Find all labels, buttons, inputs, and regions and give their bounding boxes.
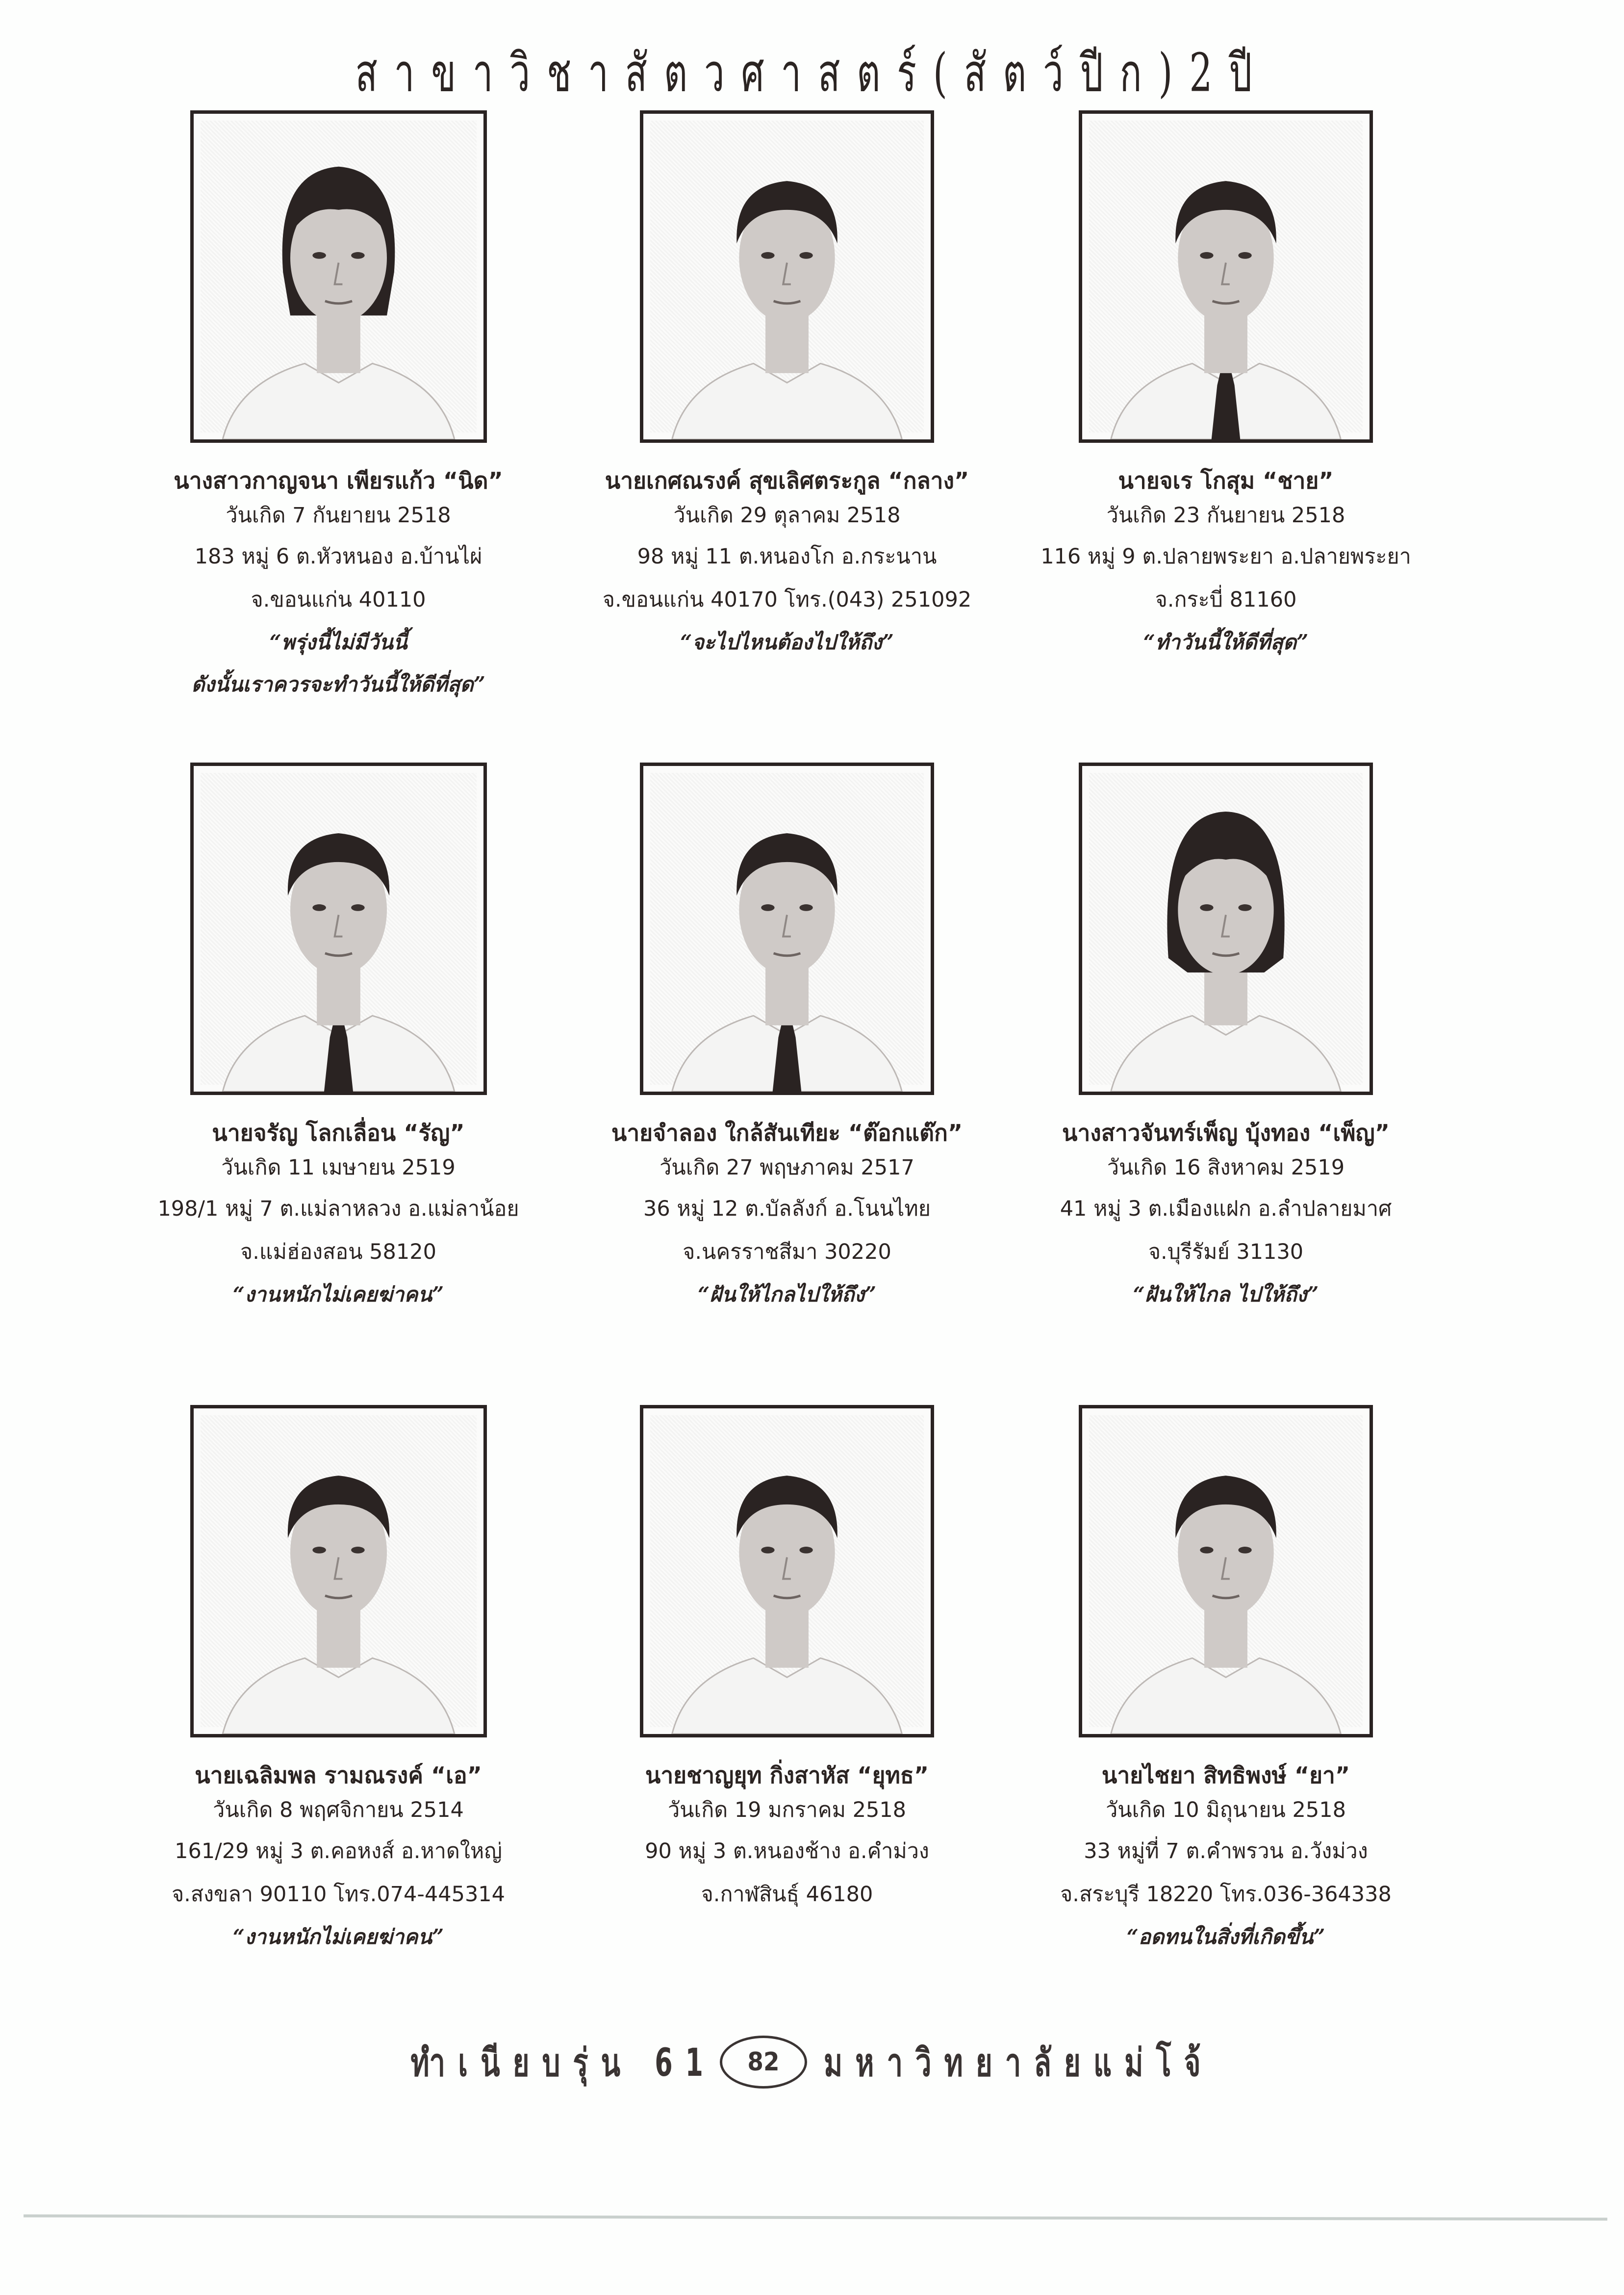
portrait-photo	[1082, 1408, 1370, 1734]
student-card	[561, 763, 1013, 1316]
motto-quote: “งานหนักไม่เคยฆ่าคน”	[232, 1282, 444, 1306]
footer-left-text: ทำเนียบรุ่น 61	[410, 2040, 716, 2085]
portrait-photo	[194, 1408, 483, 1734]
birth-date: วันเกิด 19 มกราคม 2518	[667, 1798, 907, 1822]
student-card	[1000, 1405, 1451, 1958]
address-line-2: จ.กาฬสินธุ์ 46180	[701, 1882, 873, 1907]
student-name: นางสาวกาญจนา เพียรแก้ว “นิด”	[174, 467, 503, 494]
address-line-2: จ.สงขลา 90110 โทร.074-445314	[171, 1882, 506, 1907]
motto-quote: “งานหนักไม่เคยฆ่าคน”	[232, 1925, 444, 1949]
address-line-2: จ.บุรีรัมย์ 31130	[1148, 1240, 1304, 1264]
student-card	[113, 1405, 564, 1958]
birth-date: วันเกิด 10 มิถุนายน 2518	[1106, 1798, 1346, 1822]
page-title: สาขาวิชาสัตวศาสตร์(สัตว์ปีก)2ปี	[355, 42, 1269, 104]
address-line-1: 41 หมู่ 3 ต.เมืองแฝก อ.ลำปลายมาศ	[1060, 1197, 1392, 1221]
student-name: นายจำลอง ใกล้สันเทียะ “ต๊อกแต๊ก”	[611, 1120, 963, 1146]
portrait-photo	[194, 114, 483, 439]
student-name: นายเฉลิมพล รามณรงค์ “เอ”	[195, 1762, 482, 1788]
footer-right-text: มหาวิทยาลัยแม่โจ้	[823, 2040, 1214, 2085]
address-line-1: 161/29 หมู่ 3 ต.คอหงส์ อ.หาดใหญ่	[175, 1839, 502, 1863]
portrait-photo	[643, 1408, 931, 1734]
page-number: 82	[747, 2047, 780, 2077]
motto-quote: “พรุ่งนี้ไม่มีวันนี้	[269, 630, 407, 654]
student-card	[113, 110, 564, 706]
motto-quote: “ทำวันนี้ให้ดีที่สุด”	[1143, 630, 1309, 654]
birth-date: วันเกิด 16 สิงหาคม 2519	[1107, 1155, 1345, 1180]
photo-frame	[640, 763, 934, 1095]
portrait-photo	[1082, 114, 1370, 439]
bottom-rule	[24, 2215, 1607, 2221]
student-name: นายชาญยุท กิ่งสาหัส “ยุทธ”	[645, 1762, 929, 1788]
photo-frame	[190, 1405, 487, 1737]
birth-date: วันเกิด 7 กันยายน 2518	[226, 503, 451, 528]
student-name: นางสาวจันทร์เพ็ญ บุ้งทอง “เพ็ญ”	[1062, 1120, 1390, 1146]
photo-frame	[1079, 763, 1373, 1095]
address-line-1: 183 หมู่ 6 ต.หัวหนอง อ.บ้านไผ่	[194, 544, 482, 569]
student-name: นายจเร โกสุม “ชาย”	[1118, 467, 1334, 494]
student-card	[1000, 763, 1451, 1316]
student-name: นายไชยา สิทธิพงษ์ “ยา”	[1101, 1762, 1350, 1788]
motto-quote: “อดทนในสิ่งที่เกิดขึ้น”	[1126, 1925, 1325, 1949]
address-line-1: 198/1 หมู่ 7 ต.แม่ลาหลวง อ.แม่ลาน้อย	[157, 1197, 519, 1221]
address-line-2: จ.ขอนแก่น 40110	[251, 587, 426, 612]
photo-frame	[1079, 110, 1373, 443]
page-footer	[0, 2035, 1624, 2089]
birth-date: วันเกิด 23 กันยายน 2518	[1106, 503, 1345, 528]
address-line-1: 98 หมู่ 11 ต.หนองโก อ.กระนาน	[637, 544, 937, 569]
address-line-1: 116 หมู่ 9 ต.ปลายพระยา อ.ปลายพระยา	[1040, 544, 1411, 569]
photo-frame	[190, 763, 487, 1095]
portrait-photo	[194, 766, 483, 1092]
student-card	[561, 110, 1013, 663]
photo-frame	[640, 1405, 934, 1737]
portrait-photo	[1082, 766, 1370, 1092]
address-line-2: จ.กระบี่ 81160	[1155, 587, 1297, 612]
student-name: นายเกศณรงค์ สุขเลิศตระกูล “กลาง”	[605, 467, 969, 494]
address-line-1: 36 หมู่ 12 ต.บัลลังก์ อ.โนนไทย	[643, 1197, 931, 1221]
birth-date: วันเกิด 29 ตุลาคม 2518	[673, 503, 901, 528]
birth-date: วันเกิด 8 พฤศจิกายน 2514	[213, 1798, 464, 1822]
portrait-photo	[643, 766, 931, 1092]
address-line-2: จ.แม่ฮ่องสอน 58120	[240, 1240, 436, 1264]
motto-quote: “ฝันให้ไกล ไปให้ถึง”	[1133, 1282, 1319, 1306]
address-line-1: 90 หมู่ 3 ต.หนองช้าง อ.คำม่วง	[645, 1839, 929, 1863]
address-line-2: จ.นครราชสีมา 30220	[683, 1240, 891, 1264]
student-card	[1000, 110, 1451, 663]
photo-frame	[190, 110, 487, 443]
birth-date: วันเกิด 27 พฤษภาคม 2517	[660, 1155, 914, 1180]
motto-quote: “ฝันให้ไกลไปให้ถึง”	[697, 1282, 877, 1306]
student-card	[113, 763, 564, 1316]
student-card	[561, 1405, 1013, 1916]
address-line-2: จ.ขอนแก่น 40170 โทร.(043) 251092	[602, 587, 972, 612]
photo-frame	[640, 110, 934, 443]
address-line-1: 33 หมู่ที่ 7 ต.คำพรวน อ.วังม่วง	[1084, 1839, 1368, 1863]
address-line-2: จ.สระบุรี 18220 โทร.036-364338	[1060, 1882, 1392, 1907]
page-number-badge	[720, 2036, 807, 2089]
photo-frame	[1079, 1405, 1373, 1737]
birth-date: วันเกิด 11 เมษายน 2519	[221, 1155, 456, 1180]
portrait-photo	[643, 114, 931, 439]
student-name: นายจรัญ โลกเลื่อน “รัญ”	[212, 1120, 465, 1146]
motto-quote: “จะไปไหนต้องไปให้ถึง”	[680, 630, 894, 654]
motto-quote: ดังนั้นเราควรจะทำวันนี้ให้ดีที่สุด”	[191, 672, 485, 696]
